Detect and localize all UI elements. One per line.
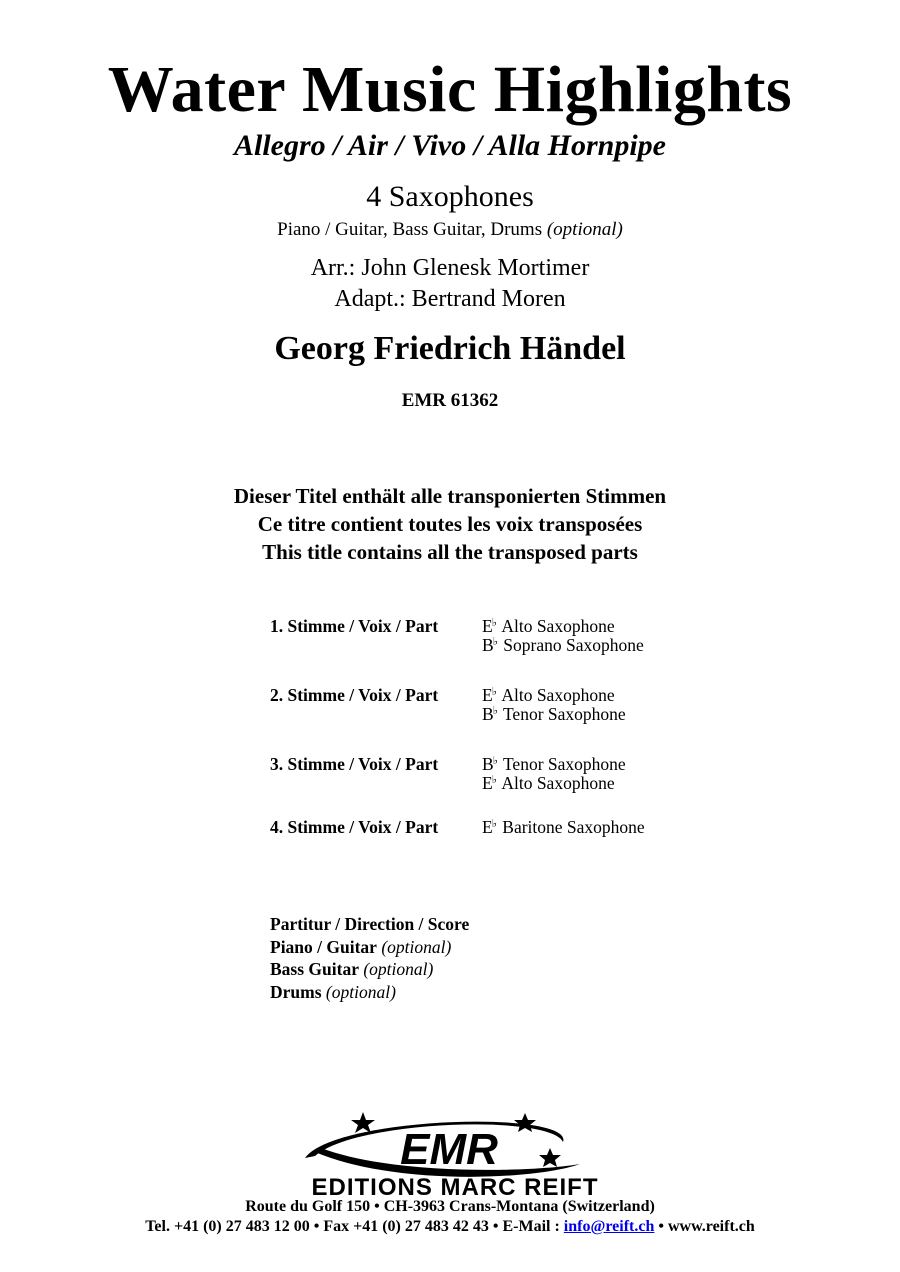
instrument-name: Tenor Saxophone: [502, 754, 626, 774]
flat-symbol: ♭: [491, 817, 497, 830]
instrument-name: Baritone Saxophone: [502, 817, 645, 837]
catalog-number: EMR 61362: [401, 390, 499, 411]
publisher-address: Route du Golf 150 • CH-3963 Crans-Montana (Switzerland): [245, 1198, 655, 1215]
part-label: 2. Stimme / Voix / Part: [270, 685, 439, 705]
flat-symbol: ♭: [491, 616, 497, 629]
key-letter: B: [482, 703, 494, 724]
flat-symbol: ♭: [492, 703, 498, 717]
score-label: Partitur / Direction / Score: [270, 914, 470, 934]
page-title: Water Music Highlights: [107, 53, 793, 126]
instrument-line: [482, 774, 626, 793]
scores-list: [270, 913, 469, 1003]
score-item: [270, 958, 469, 981]
rhythm-optional-label: (optional): [546, 219, 623, 240]
rhythm-section-text: Piano / Guitar, Bass Guitar, Drums: [277, 219, 543, 240]
flat-symbol: ♭: [492, 754, 498, 767]
contact-details: Tel. +41 (0) 27 483 12 00 • Fax +41 (0) 27 483 42 43 • E-Mail :: [145, 1218, 564, 1235]
arranger: Arr.: John Glenesk Mortimer: [310, 255, 590, 281]
rhythm-section: [0, 219, 900, 241]
transposition-notice: [0, 482, 900, 566]
flat-symbol: ♭: [491, 685, 497, 698]
publisher-contact: [0, 1217, 900, 1237]
key-letter: E: [482, 685, 493, 705]
key-letter: E: [482, 817, 493, 837]
key-letter: E: [482, 772, 493, 793]
instrument-name: Soprano Saxophone: [503, 634, 644, 655]
instrument-name: Tenor Saxophone: [502, 703, 626, 724]
email-link[interactable]: info@reift.ch: [563, 1218, 655, 1235]
website: • www.reift.ch: [654, 1218, 755, 1235]
star-icon: [351, 1112, 375, 1133]
key-letter: B: [482, 634, 494, 655]
score-item: [270, 936, 469, 959]
instrument-line: [482, 636, 644, 655]
score-optional: (optional): [363, 959, 434, 979]
adapter: Adapt.: Bertrand Moren: [334, 286, 566, 312]
star-icon: [514, 1113, 536, 1132]
notice-english: This title contains all the transposed parts: [262, 540, 638, 564]
instrument-line: [482, 617, 644, 636]
instrument-name: Alto Saxophone: [501, 772, 615, 793]
instrument-line: [482, 818, 645, 837]
flat-symbol: ♭: [491, 772, 497, 786]
movements-subtitle: Allegro / Air / Vivo / Alla Hornpipe: [234, 129, 666, 162]
key-letter: B: [482, 754, 494, 774]
instrument-name: Alto Saxophone: [501, 616, 615, 636]
score-optional: (optional): [325, 981, 396, 1002]
star-icon: [539, 1148, 561, 1167]
logo-emr-text: EMR: [400, 1125, 498, 1174]
score-label: Drums: [270, 981, 322, 1002]
notice-french: Ce titre contient toutes les voix transposées: [257, 512, 643, 536]
part-instruments: [482, 755, 626, 792]
score-item: [270, 981, 469, 1004]
score-optional: (optional): [381, 936, 452, 957]
instrument-name: Alto Saxophone: [501, 685, 615, 705]
part-label: 1. Stimme / Voix / Part: [270, 616, 439, 636]
part-instruments: [482, 818, 645, 837]
instrument-line: [482, 705, 626, 724]
part-label: 3. Stimme / Voix / Part: [270, 754, 439, 774]
part-label: 4. Stimme / Voix / Part: [270, 817, 439, 837]
part-instruments: [482, 686, 626, 723]
score-item: [270, 913, 469, 936]
key-letter: E: [482, 616, 493, 636]
instrument-line: [482, 755, 626, 774]
composer: Georg Friedrich Händel: [274, 330, 626, 367]
notice-german: Dieser Titel enthält alle transponierten Stimmen: [233, 484, 667, 508]
instrumentation: 4 Saxophones: [366, 180, 534, 213]
instrument-line: [482, 686, 626, 705]
emr-logo: [245, 1108, 665, 1200]
flat-symbol: ♭: [492, 634, 498, 648]
part-instruments: [482, 617, 644, 654]
score-label: Piano / Guitar: [270, 936, 377, 957]
publisher-name: EDITIONS MARC REIFT: [311, 1174, 599, 1200]
score-label: Bass Guitar: [270, 959, 359, 979]
